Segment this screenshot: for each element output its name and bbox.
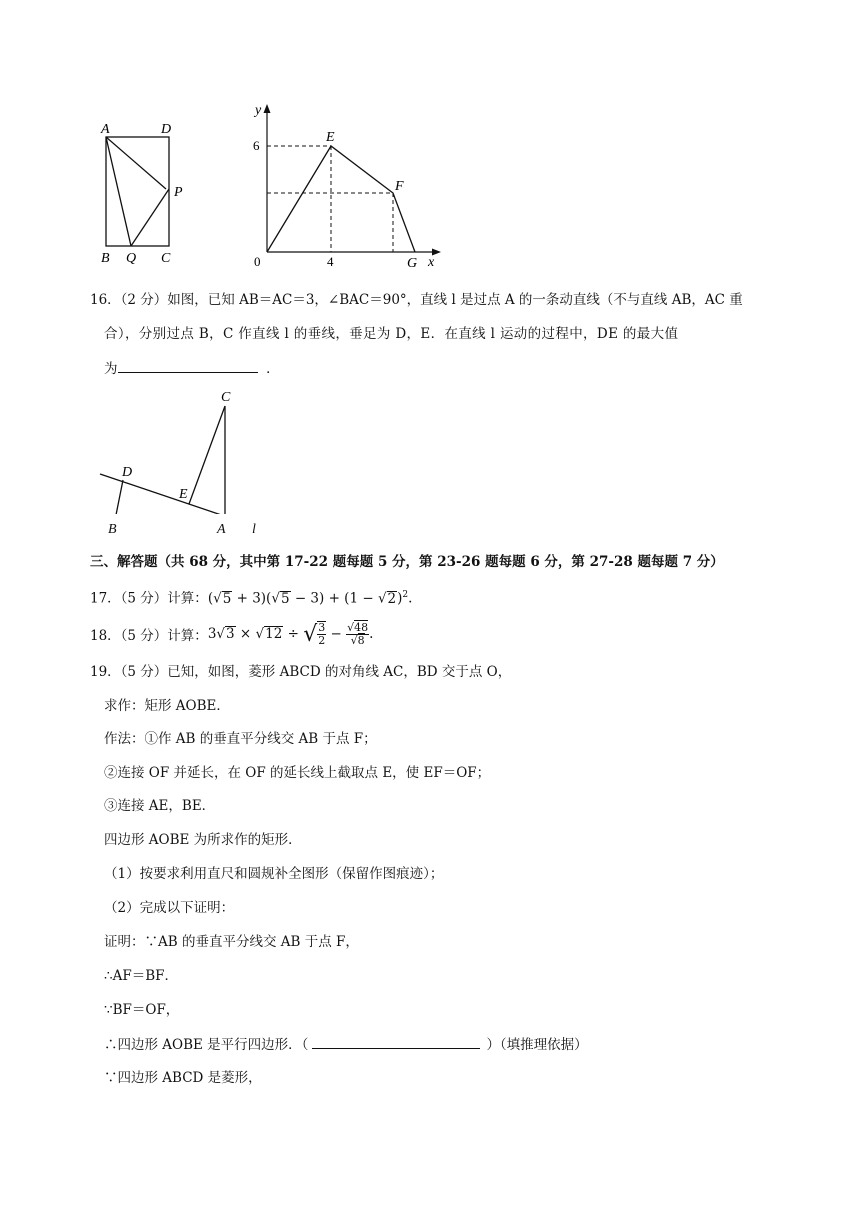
- label-d: D: [161, 122, 172, 137]
- q18: 18．（5 分）计算： 3 √ 3 × √ 12 ÷ √ $\frac{3}{2}$ − $\frac{√48}{√8}$ .: [90, 620, 374, 647]
- q17-part: − 3) + (1 −: [290, 590, 378, 607]
- q18-sqrt: 3: [226, 626, 235, 642]
- q19-line-13: ∵四边形 ABCD 是菱形，: [104, 1070, 262, 1086]
- label-a: A: [217, 522, 226, 537]
- q16-line2: 合），分别过点 B，C 作直线 l 的垂线，垂足为 D，E．在直线 l 运动的过程中，DE 的最大值: [104, 326, 679, 342]
- q19-line: （2）完成以下证明：: [104, 900, 235, 916]
- q19-line: （1）按要求利用直尺和圆规补全图形（保留作图痕迹）；: [104, 866, 444, 882]
- label-x-axis: x: [428, 255, 435, 270]
- label-q: Q: [126, 251, 137, 266]
- q19-line: 求作：矩形 AOBE．: [104, 698, 230, 714]
- label-f: F: [395, 179, 404, 194]
- triangle-figure: [95, 386, 270, 514]
- q18-coef: 3: [207, 626, 217, 642]
- q17-sqrt: 5: [280, 590, 290, 607]
- q17-sqrt: 2: [387, 590, 397, 607]
- q18-sqrt: 12: [265, 626, 283, 642]
- label-y-tick: 6: [253, 138, 260, 153]
- label-x-tick: 4: [327, 254, 334, 269]
- q16-line3: [104, 358, 280, 379]
- q19-line: ②连接 OF 并延长，在 OF 的延长线上截取点 E，使 EF＝OF；: [104, 765, 491, 781]
- q19-line: 证明：∵AB 的垂直平分线交 AB 于点 F，: [104, 934, 359, 950]
- label-e: E: [179, 487, 188, 502]
- q16-line1: 16．（2 分）如图，已知 AB＝AC＝3，∠BAC＝90°，直线 l 是过点 A 的一条动直线（不与直线 AB，AC 重: [90, 292, 743, 308]
- label-b: B: [108, 522, 117, 537]
- q17-part: ): [397, 590, 403, 607]
- q17-part: (: [207, 590, 214, 607]
- q18-prefix: 18．（5 分）计算：: [90, 628, 208, 644]
- label-a: A: [101, 122, 110, 137]
- q16-line3-suffix: ．: [266, 361, 280, 377]
- q17-sqrt: 5: [222, 590, 232, 607]
- label-l: l: [252, 522, 256, 537]
- q17: 17．（5 分）计算：$(√5 + 3)(√5 - 3) + (1 - √2)^2$.: [90, 590, 413, 607]
- q16-line3-prefix: 为: [104, 361, 118, 377]
- section-title: 三、解答题（共 68 分，其中第 17-22 题每题 5 分，第 23-26 题每题 6 分，第 27-28 题每题 7 分）: [90, 554, 724, 570]
- label-g: G: [407, 256, 418, 271]
- q19-line-12: [104, 1034, 588, 1055]
- q19-reason-blank[interactable]: [312, 1034, 480, 1049]
- q17-part: .: [408, 590, 413, 607]
- q19-line: ∴AF＝BF．: [104, 968, 178, 984]
- q19-line: ∵BF＝OF，: [104, 1002, 180, 1018]
- label-c: C: [221, 390, 231, 405]
- q19-line12-prefix: ∴四边形 AOBE 是平行四边形．（: [104, 1037, 309, 1053]
- q17-exponent: 2: [402, 590, 409, 600]
- q18-frac-den: 2: [318, 634, 326, 647]
- q18-frac-num: 48: [354, 620, 369, 634]
- q17-prefix: 17．（5 分）计算：: [90, 590, 208, 607]
- label-b: B: [101, 251, 110, 266]
- label-y-axis: y: [255, 103, 262, 118]
- function-graph: [245, 100, 445, 272]
- rectangle-abcd: [106, 137, 169, 246]
- q19-line: 四边形 AOBE 为所求作的矩形．: [104, 832, 302, 848]
- label-origin: 0: [254, 254, 261, 269]
- label-c: C: [161, 251, 171, 266]
- q16-answer-blank[interactable]: [118, 358, 258, 373]
- label-e: E: [326, 130, 335, 145]
- q19-line: ③连接 AE，BE．: [104, 798, 216, 814]
- q19-line: 19．（5 分）已知，如图，菱形 ABCD 的对角线 AC，BD 交于点 O，: [90, 664, 512, 680]
- rectangle-figure: [98, 116, 198, 266]
- label-p: P: [174, 185, 183, 200]
- q18-frac-den: 8: [357, 633, 365, 647]
- q18-frac-num: 3: [318, 621, 326, 634]
- label-d: D: [122, 465, 133, 480]
- q19-line: 作法：①作 AB 的垂直平分线交 AB 于点 F；: [104, 731, 377, 747]
- q17-part: + 3)(: [232, 590, 272, 607]
- q19-line12-suffix: ）（填推理依据）: [486, 1037, 588, 1053]
